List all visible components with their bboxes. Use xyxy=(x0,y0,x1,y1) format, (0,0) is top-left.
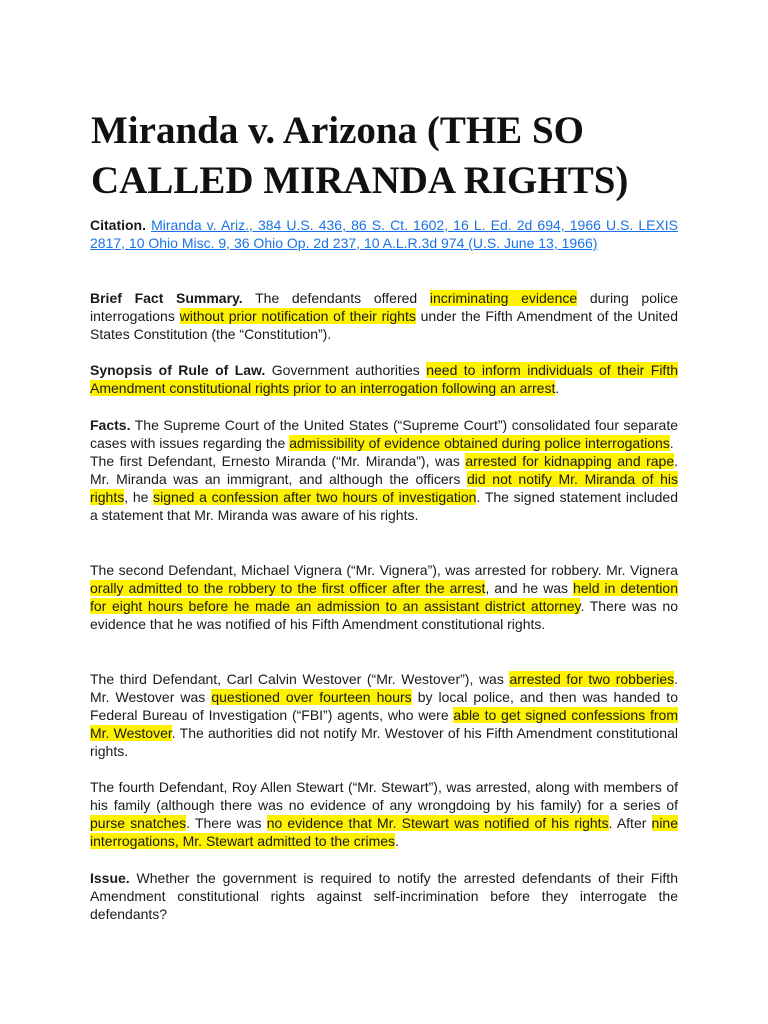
facts-label: Facts. xyxy=(90,417,131,433)
text-run: . xyxy=(555,380,560,396)
text-run: The defendants offered xyxy=(242,290,430,306)
synopsis-label: Synopsis of Rule of Law. xyxy=(90,362,266,378)
facts-paragraph-2 xyxy=(90,561,678,633)
facts-paragraph-3 xyxy=(90,670,678,760)
highlighted-text: questioned over fourteen hours xyxy=(211,689,412,705)
highlighted-text: nine interrogations, Mr. Stewart admitted to the crimes xyxy=(90,815,678,849)
highlighted-text: arrested for two robberies xyxy=(509,671,675,687)
text-run: . xyxy=(395,833,399,849)
issue-label: Issue. xyxy=(90,870,130,886)
highlighted-text: able to get signed confessions from Mr. Westover xyxy=(90,707,678,741)
text-run: . xyxy=(669,435,674,451)
text-run: The first Defendant, Ernesto Miranda (“Mr. Miranda”), was xyxy=(90,453,466,469)
citation-paragraph xyxy=(90,216,678,252)
text-run: , and he was xyxy=(485,580,574,596)
highlighted-text: incriminating evidence xyxy=(429,290,578,306)
text-run: under the Fifth Amendment of the United States Constitution (the “Constitution”). xyxy=(90,308,679,342)
highlighted-text: purse snatches xyxy=(90,815,187,831)
text-run: The second Defendant, Michael Vignera (“Mr. Vignera”), was arrested for robbery. Mr. Vignera xyxy=(90,562,678,578)
text-run: . After xyxy=(608,815,652,831)
text-run: Government authorities xyxy=(265,362,427,378)
issue-paragraph xyxy=(90,869,678,923)
highlighted-text: no evidence that Mr. Stewart was notified of his rights xyxy=(266,815,609,831)
text-run: during police interrogations xyxy=(90,290,678,324)
text-run: , he xyxy=(124,489,154,505)
facts-paragraph-4 xyxy=(90,778,678,850)
text-run: . Mr. Miranda was an immigrant, and although the officers xyxy=(90,453,678,487)
text-run: . Mr. Westover was xyxy=(90,671,678,705)
facts-paragraph-1 xyxy=(90,416,678,524)
text-run: . There was xyxy=(186,815,267,831)
text-run: . The signed statement included a statement that Mr. Miranda was aware of his rights. xyxy=(90,489,678,523)
text-run: by local police, and then was handed to Federal Bureau of Investigation (“FBI”) agents, who were xyxy=(90,689,678,723)
text-run: The third Defendant, Carl Calvin Westover (“Mr. Westover”), was xyxy=(90,671,510,687)
citation-label: Citation. xyxy=(90,217,146,233)
highlighted-text: orally admitted to the robbery to the first officer after the arrest xyxy=(90,580,486,596)
text-run: Whether the government is required to notify the arrested defendants of their Fifth Amendment constitutional rights against self-incrimination before they interrogate the defendants? xyxy=(90,870,678,922)
text-run: The fourth Defendant, Roy Allen Stewart (“Mr. Stewart”), was arrested, along with members of his family (although there was no evidence of any wrongdoing by his family) for a series of xyxy=(90,779,678,813)
text-run: . There was no evidence that he was notified of his Fifth Amendment constitutional rights. xyxy=(90,598,678,632)
highlighted-text: did not notify Mr. Miranda of his rights xyxy=(90,471,679,505)
highlighted-text: arrested for kidnapping and rape xyxy=(465,453,675,469)
text-run: . The authorities did not notify Mr. Westover of his Fifth Amendment constitutional rights. xyxy=(90,725,678,759)
highlighted-text: admissibility of evidence obtained during police interrogations xyxy=(289,435,670,451)
citation-link[interactable]: Miranda v. Ariz., 384 U.S. 436, 86 S. Ct. 1602, 16 L. Ed. 2d 694, 1966 U.S. LEXIS 2817, 10 Ohio Misc. 9, 36 Ohio Op. 2d 237, 10 A.L.R.3d 974 (U.S. June 13, 1966) xyxy=(90,217,679,251)
brief-fact-summary-paragraph xyxy=(90,289,678,343)
synopsis-paragraph xyxy=(90,361,678,397)
highlighted-text: need to inform individuals of their Fifth Amendment constitutional rights prior to an interrogation following an arrest xyxy=(90,362,678,396)
brief-fact-summary-label: Brief Fact Summary. xyxy=(90,290,243,306)
highlighted-text: signed a confession after two hours of investigation xyxy=(153,489,477,505)
highlighted-text: without prior notification of their rights xyxy=(179,308,416,324)
highlighted-text: held in detention for eight hours before he made an admission to an assistant district attorney xyxy=(90,580,678,614)
text-run: The Supreme Court of the United States (“Supreme Court”) consolidated four separate cases with issues regarding the xyxy=(90,417,678,451)
page-title: Miranda v. Arizona (THE SO CALLED MIRANDA RIGHTS) xyxy=(91,109,629,202)
